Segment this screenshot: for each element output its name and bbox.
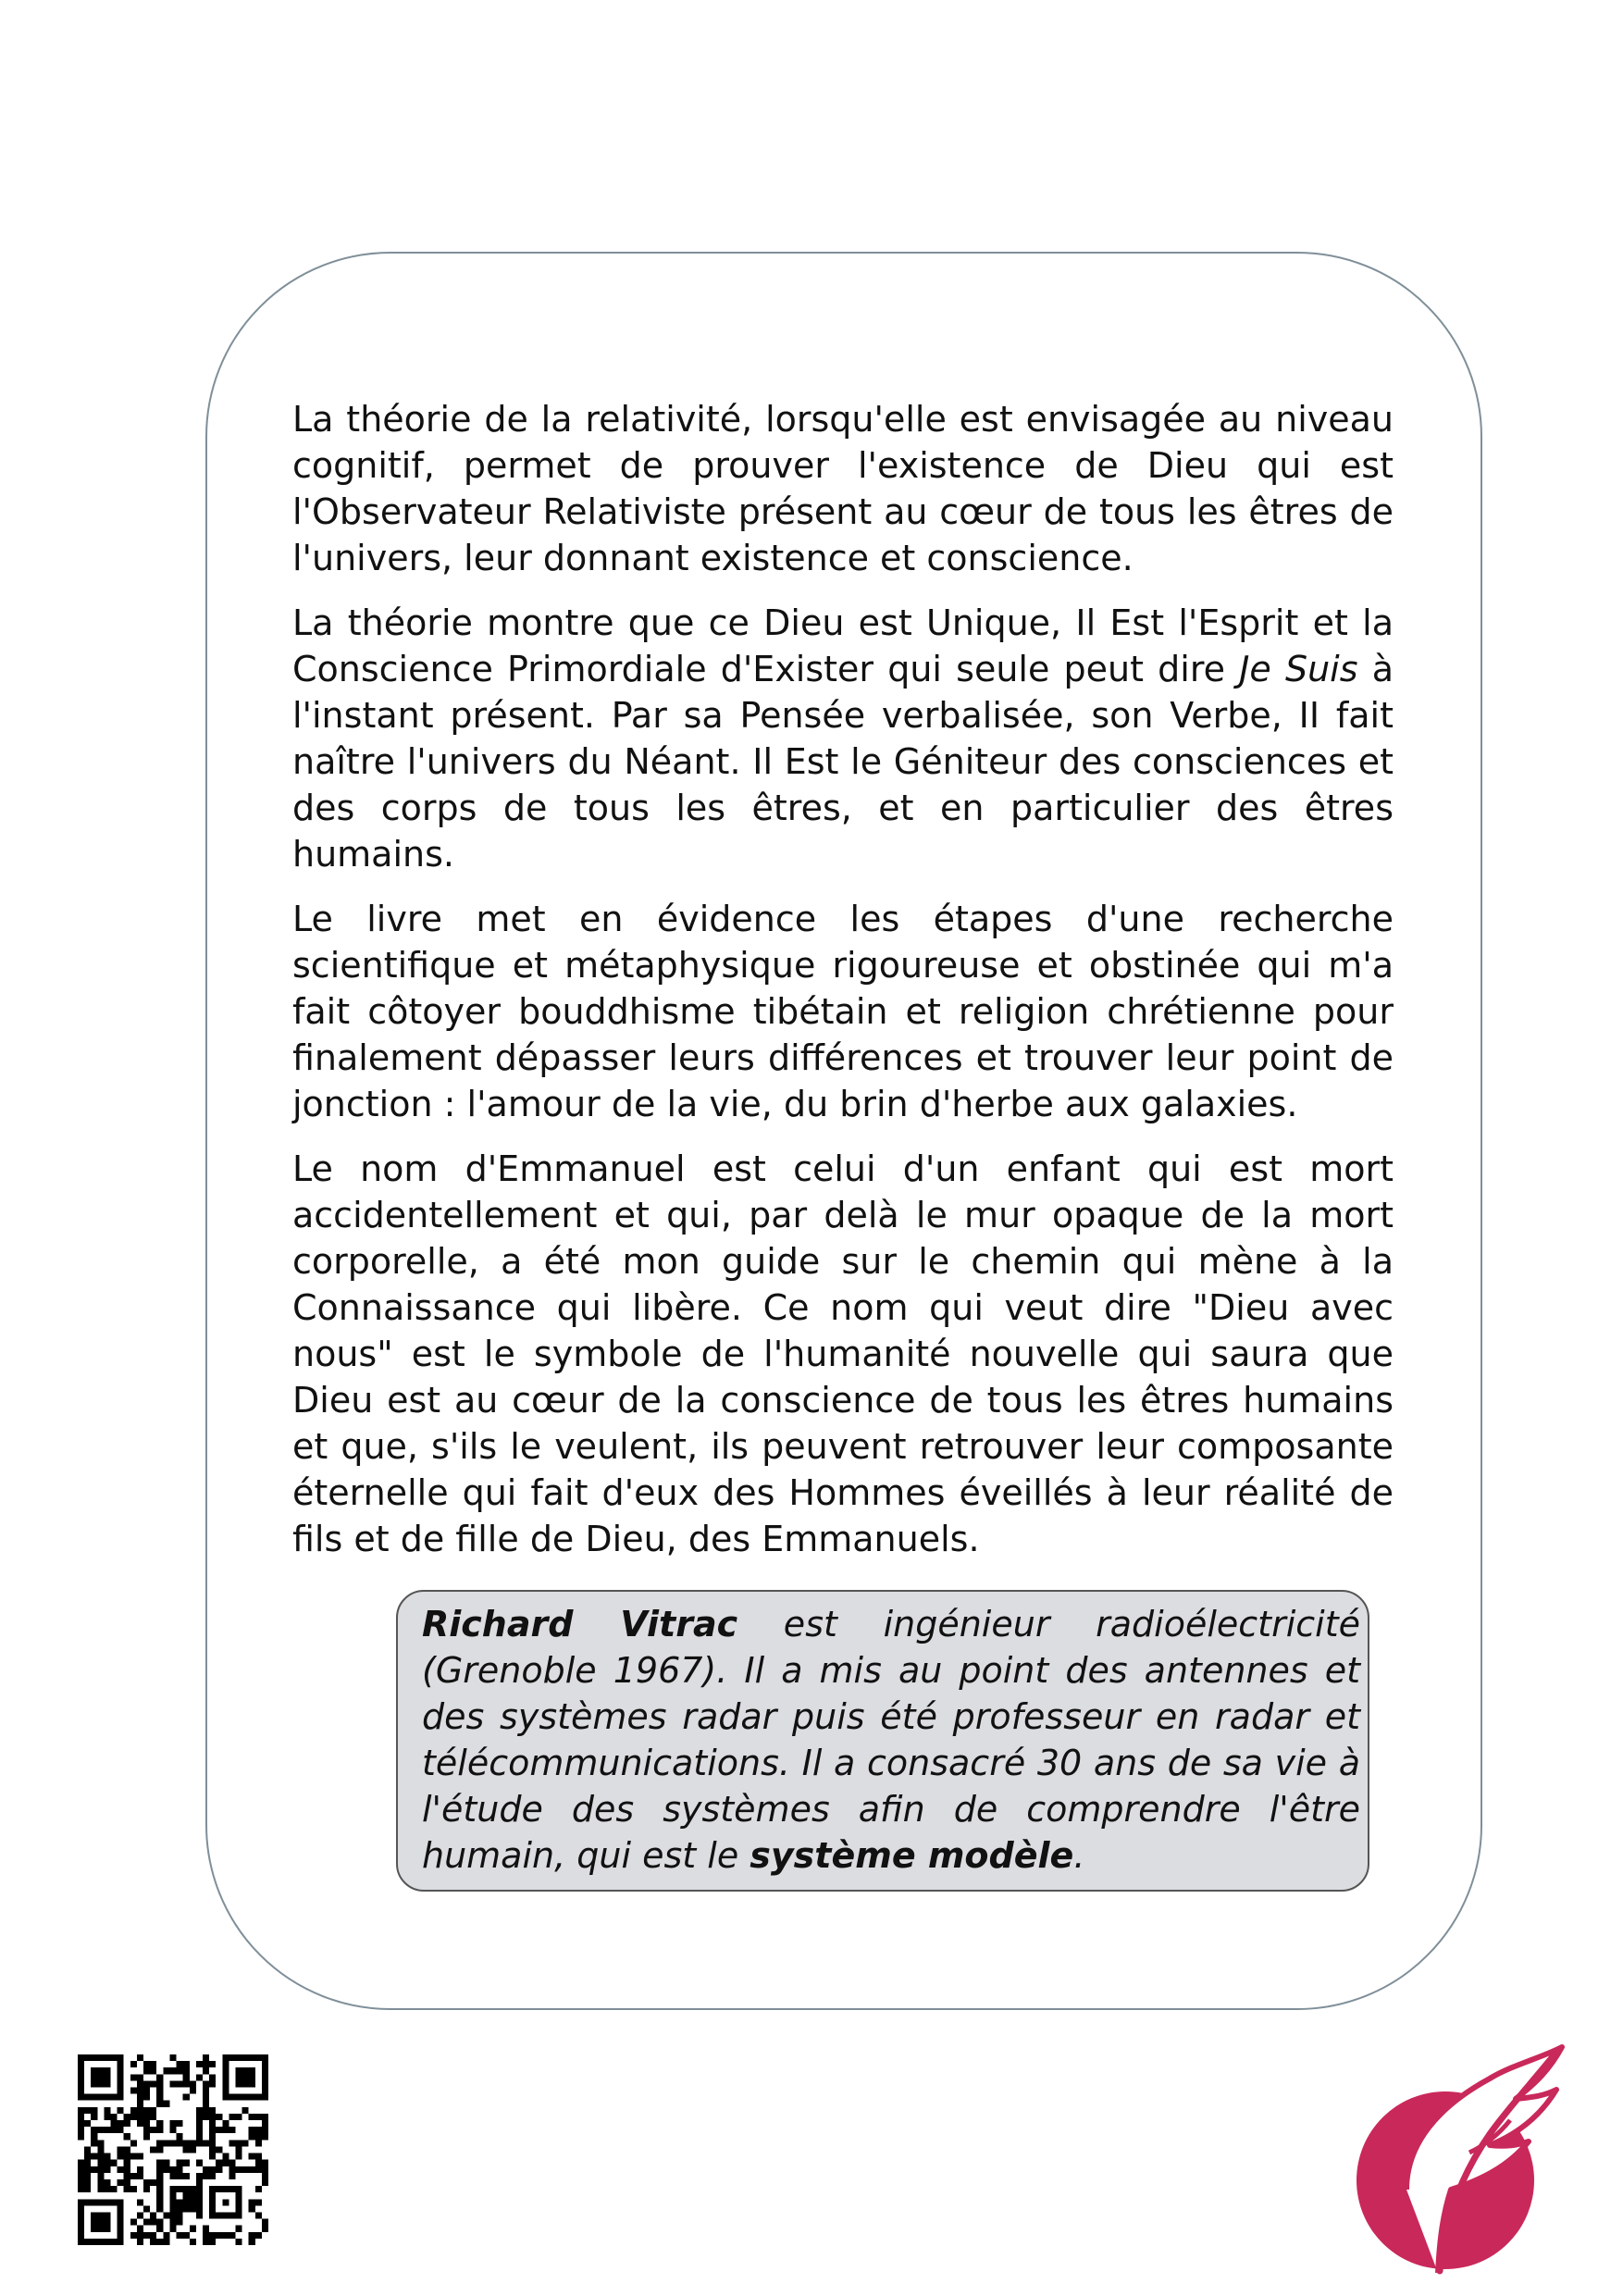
paragraph-3: Le livre met en évidence les étapes d'une recherche scientifique et métaphysique rigoureuse et obstinée qui m'a fait côtoyer bouddhisme tibétain et religion chrétienne pour finalement dépasser leurs différences et trouver leur point de jonction : l'amour de la vie, du brin d'herbe aux galaxies. — [292, 899, 1394, 1124]
author-bio-text: Richard Vitrac est ingénieur radioélectricité (Grenoble 1967). Il a mis au point des antennes et des systèmes radar puis été professeur en radar et télécommunications. Il a consacré 30 ans de sa vie à l'étude des systèmes afin de comprendre l'être humain, qui est le système modèle. — [422, 1604, 1360, 1876]
paragraph-2: La théorie montre que ce Dieu est Unique, Il Est l'Esprit et la Conscience Primordiale d'Exister qui seule peut dire Je Suis à l'instant présent. Par sa Pensée verbalisée, son Verbe, II fait naître l'univers du Néant. Il Est le Géniteur des consciences et des corps de tous les êtres, et en particulier des êtres humains. — [292, 602, 1394, 875]
paragraph-4: Le nom d'Emmanuel est celui d'un enfant qui est mort accidentellement et qui, par delà le mur opaque de la mort corporelle, a été mon guide sur le chemin qui mène à la Connaissance qui libère. Ce nom qui veut dire "Dieu avec nous" est le symbole de l'humanité nouvelle qui saura que Dieu est au cœur de la conscience de tous les êtres humains et que, s'ils le veulent, ils peuvent retrouver leur composante éternelle qui fait d'eux des Hommes éveillés à leur réalité de fils et de fille de Dieu, des Emmanuels. — [292, 1148, 1394, 1559]
je-suis-emphasis: Je Suis — [1239, 649, 1358, 689]
qr-code-icon — [78, 2054, 268, 2245]
paragraph-1: La théorie de la relativité, lorsqu'elle est envisagée au niveau cognitif, permet de prouver l'existence de Dieu qui est l'Observateur Relativiste présent au cœur de tous les êtres de l'univers, leur donnant existence et conscience. — [292, 399, 1394, 578]
author-name: Richard Vitrac — [422, 1604, 738, 1644]
description-text — [292, 396, 1394, 1581]
bio-emphasis: système modèle — [750, 1835, 1074, 1876]
quill-feather-logo-icon — [1351, 2042, 1567, 2282]
